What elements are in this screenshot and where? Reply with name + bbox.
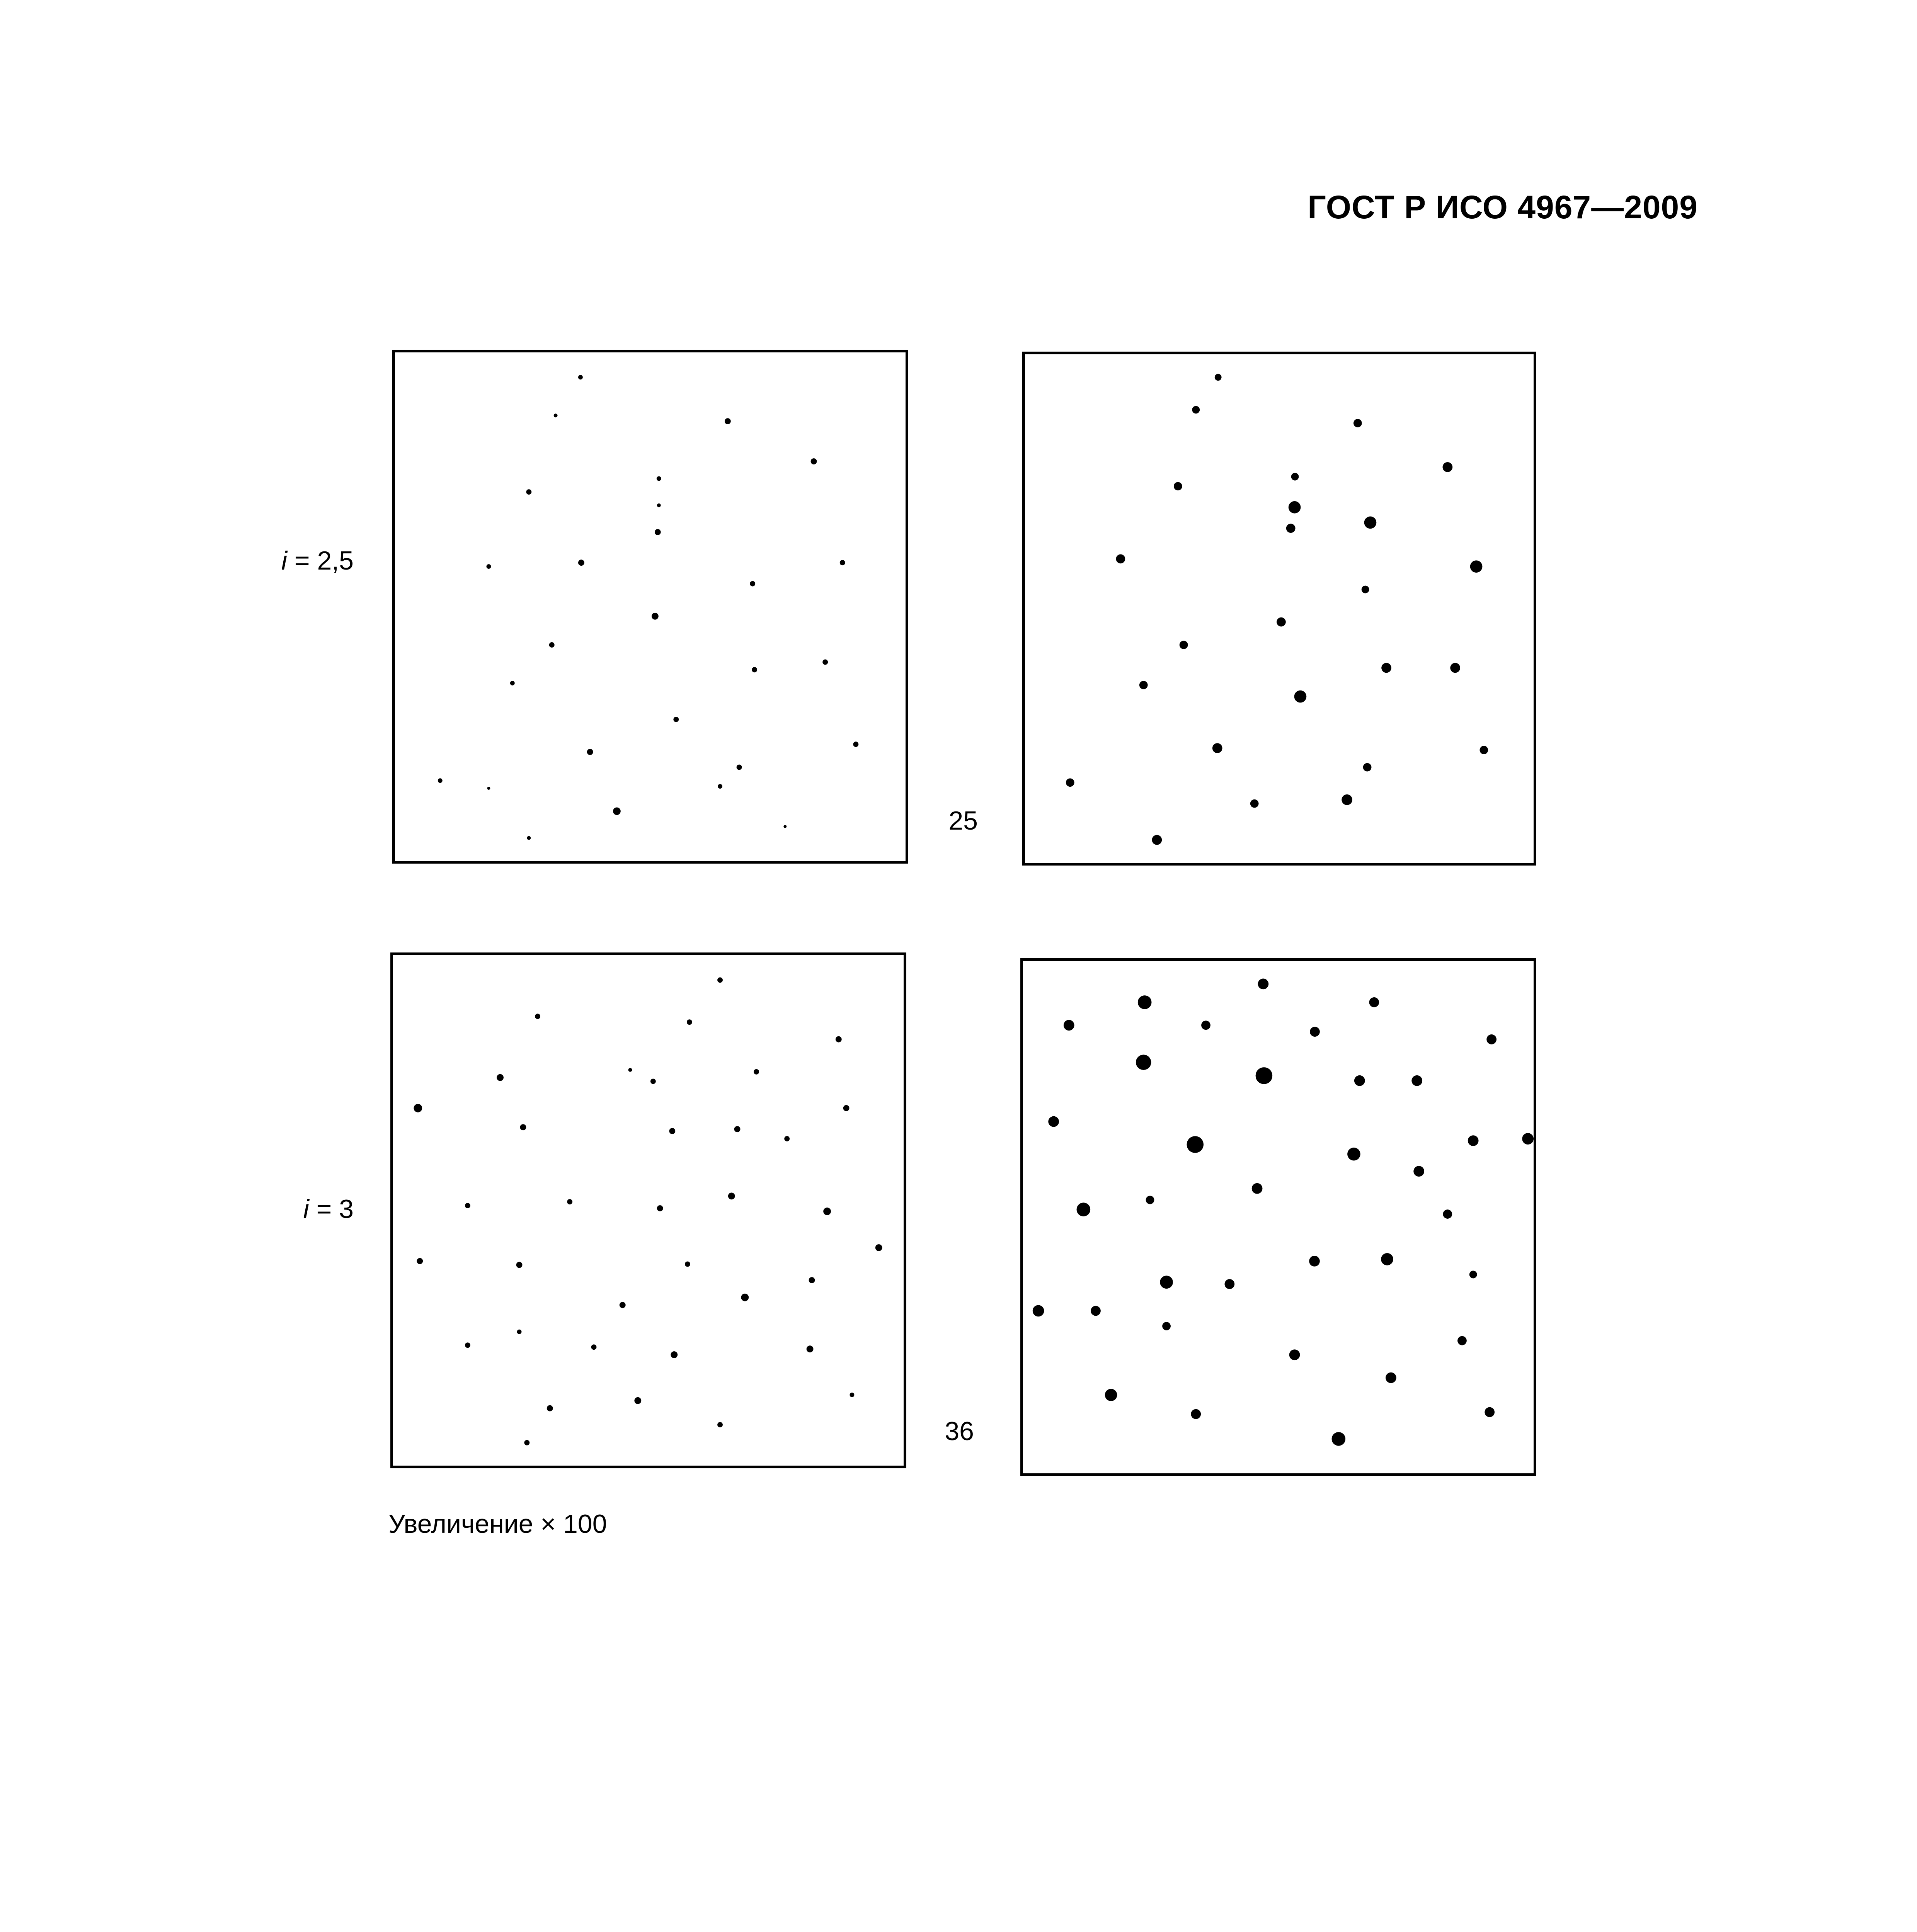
- micrograph-panel-row1-right: [1022, 352, 1536, 866]
- inclusion-dot: [414, 1104, 422, 1112]
- inclusion-dot: [465, 1342, 470, 1348]
- inclusion-dot: [554, 413, 558, 417]
- inclusion-dot: [853, 742, 858, 747]
- inclusion-dot: [1286, 524, 1296, 533]
- inclusion-dot: [549, 642, 555, 648]
- figure-caption: Увеличение × 100: [388, 1509, 607, 1539]
- inclusion-dot: [1413, 1166, 1424, 1177]
- inclusion-dot: [1116, 554, 1125, 563]
- inclusion-dot: [524, 1440, 529, 1446]
- inclusion-dot: [1310, 1027, 1320, 1037]
- inclusion-dot: [1443, 462, 1453, 472]
- inclusion-dot: [1342, 794, 1352, 805]
- inclusion-dot: [1033, 1305, 1044, 1317]
- inclusion-dot: [809, 1277, 815, 1283]
- inclusion-dot: [465, 1203, 470, 1208]
- inclusion-dot: [487, 564, 491, 569]
- inclusion-dot: [752, 667, 757, 672]
- inclusion-dot: [1354, 1075, 1365, 1086]
- standard-code-header: ГОСТ Р ИСО 4967—2009: [1308, 189, 1698, 225]
- inclusion-dot: [1468, 1135, 1479, 1146]
- inclusion-dot: [1386, 1372, 1396, 1383]
- inclusion-dot: [650, 1079, 656, 1084]
- inclusion-field: [1025, 354, 1534, 863]
- inclusion-dot: [510, 681, 515, 685]
- inclusion-dot: [687, 1019, 692, 1025]
- inclusion-dot: [527, 836, 531, 840]
- inclusion-dot: [516, 1262, 523, 1268]
- inclusion-dot: [1066, 778, 1074, 787]
- inclusion-dot: [1411, 1075, 1422, 1086]
- inclusion-dot: [1215, 374, 1222, 381]
- inclusion-dot: [1353, 419, 1362, 427]
- inclusion-dot: [578, 375, 583, 379]
- inclusion-dot: [1332, 1432, 1346, 1446]
- inclusion-dot: [843, 1105, 850, 1111]
- inclusion-dot: [1309, 1256, 1320, 1267]
- inclusion-dot: [741, 1294, 749, 1301]
- inclusion-dot: [1522, 1133, 1534, 1145]
- inclusion-dot: [1443, 1209, 1452, 1219]
- inclusion-dot: [1381, 663, 1391, 673]
- inclusion-dot: [1289, 501, 1301, 514]
- inclusion-dot: [1485, 1407, 1495, 1417]
- inclusion-dot: [1136, 1054, 1151, 1070]
- inclusion-field: [393, 955, 904, 1466]
- inclusion-dot: [628, 1068, 632, 1072]
- inclusion-dot: [685, 1262, 690, 1267]
- row-value: = 2,5: [287, 546, 354, 575]
- inclusion-dot: [718, 784, 722, 789]
- inclusion-dot: [1347, 1148, 1360, 1161]
- inclusion-dot: [822, 660, 828, 665]
- inclusion-dot: [1077, 1202, 1091, 1216]
- inclusion-dot: [587, 749, 593, 755]
- inclusion-dot: [591, 1344, 597, 1350]
- inclusion-dot: [1469, 1271, 1477, 1279]
- inclusion-dot: [613, 807, 621, 815]
- inclusion-dot: [1291, 473, 1299, 481]
- inclusion-dot: [567, 1199, 572, 1204]
- inclusion-dot: [673, 717, 679, 722]
- micrograph-panel-row2-right: [1020, 958, 1536, 1476]
- inclusion-dot: [1258, 979, 1269, 990]
- inclusion-dot: [717, 1422, 723, 1427]
- inclusion-dot: [1180, 641, 1188, 649]
- inclusion-dot: [657, 476, 661, 481]
- inclusion-dot: [487, 787, 490, 790]
- inclusion-dot: [728, 1192, 735, 1199]
- inclusion-dot: [1146, 1196, 1154, 1204]
- inclusion-dot: [1139, 681, 1148, 689]
- row-label-1: [238, 546, 354, 576]
- inclusion-dot: [417, 1258, 423, 1264]
- row-value: = 3: [309, 1194, 354, 1224]
- inclusion-dot: [783, 825, 787, 828]
- inclusion-dot: [497, 1074, 504, 1081]
- inclusion-dot: [1105, 1389, 1117, 1401]
- inclusion-field: [1023, 961, 1534, 1473]
- inclusion-dot: [1064, 1020, 1074, 1031]
- inclusion-dot: [750, 581, 755, 587]
- micrograph-panel-row2-left: [390, 952, 906, 1468]
- inclusion-dot: [620, 1302, 626, 1308]
- inclusion-dot: [438, 778, 443, 783]
- inclusion-dot: [1162, 1322, 1171, 1330]
- inclusion-dot: [717, 977, 723, 983]
- inclusion-dot: [1362, 586, 1369, 594]
- row-variable: i: [303, 1194, 309, 1224]
- inclusion-dot: [1294, 690, 1307, 703]
- inclusion-dot: [1252, 1183, 1263, 1194]
- inclusion-dot: [1138, 995, 1152, 1009]
- inclusion-dot: [1369, 997, 1379, 1007]
- inclusion-dot: [754, 1069, 759, 1075]
- inclusion-dot: [655, 529, 661, 535]
- inclusion-dot: [652, 613, 659, 620]
- inclusion-dot: [1174, 482, 1182, 490]
- micrograph-panel-row1-left: [392, 350, 908, 864]
- inclusion-dot: [836, 1036, 842, 1043]
- inclusion-dot: [725, 418, 731, 424]
- inclusion-dot: [1289, 1349, 1300, 1360]
- inclusion-dot: [547, 1405, 553, 1412]
- inclusion-dot: [1048, 1116, 1059, 1127]
- inclusion-dot: [634, 1397, 641, 1404]
- inclusion-dot: [1479, 746, 1488, 754]
- inclusion-dot: [1457, 1336, 1467, 1345]
- inclusion-dot: [1191, 1409, 1201, 1419]
- inclusion-dot: [1091, 1306, 1101, 1316]
- inclusion-dot: [517, 1330, 522, 1334]
- inclusion-field: [395, 352, 906, 861]
- inclusion-dot: [657, 1205, 663, 1211]
- row-label-2: [238, 1194, 354, 1224]
- reference-number-1: 25: [948, 806, 978, 835]
- inclusion-dot: [823, 1208, 831, 1215]
- inclusion-dot: [1224, 1279, 1234, 1289]
- inclusion-dot: [811, 458, 817, 464]
- inclusion-dot: [1277, 617, 1286, 627]
- inclusion-dot: [535, 1014, 540, 1019]
- inclusion-dot: [1256, 1067, 1273, 1084]
- inclusion-dot: [784, 1136, 790, 1141]
- inclusion-dot: [1160, 1276, 1173, 1289]
- inclusion-dot: [1381, 1253, 1393, 1265]
- inclusion-dot: [850, 1393, 854, 1397]
- inclusion-dot: [657, 503, 661, 507]
- row-variable: i: [281, 546, 287, 575]
- inclusion-dot: [578, 560, 584, 566]
- inclusion-dot: [1364, 517, 1377, 529]
- inclusion-dot: [1363, 763, 1372, 772]
- inclusion-dot: [669, 1128, 675, 1134]
- inclusion-dot: [1250, 799, 1259, 808]
- inclusion-dot: [734, 1126, 741, 1132]
- inclusion-dot: [737, 765, 742, 770]
- inclusion-dot: [807, 1345, 814, 1352]
- inclusion-dot: [1470, 560, 1483, 573]
- inclusion-dot: [520, 1124, 526, 1130]
- inclusion-dot: [840, 560, 845, 565]
- inclusion-dot: [1192, 406, 1200, 414]
- inclusion-dot: [1450, 663, 1460, 673]
- reference-number-2: 36: [945, 1417, 974, 1446]
- inclusion-dot: [875, 1244, 882, 1251]
- inclusion-dot: [1212, 743, 1222, 753]
- inclusion-dot: [1187, 1136, 1204, 1153]
- inclusion-dot: [1486, 1034, 1496, 1044]
- inclusion-dot: [1152, 835, 1162, 845]
- inclusion-dot: [671, 1351, 678, 1358]
- inclusion-dot: [1201, 1020, 1210, 1030]
- inclusion-dot: [526, 489, 531, 495]
